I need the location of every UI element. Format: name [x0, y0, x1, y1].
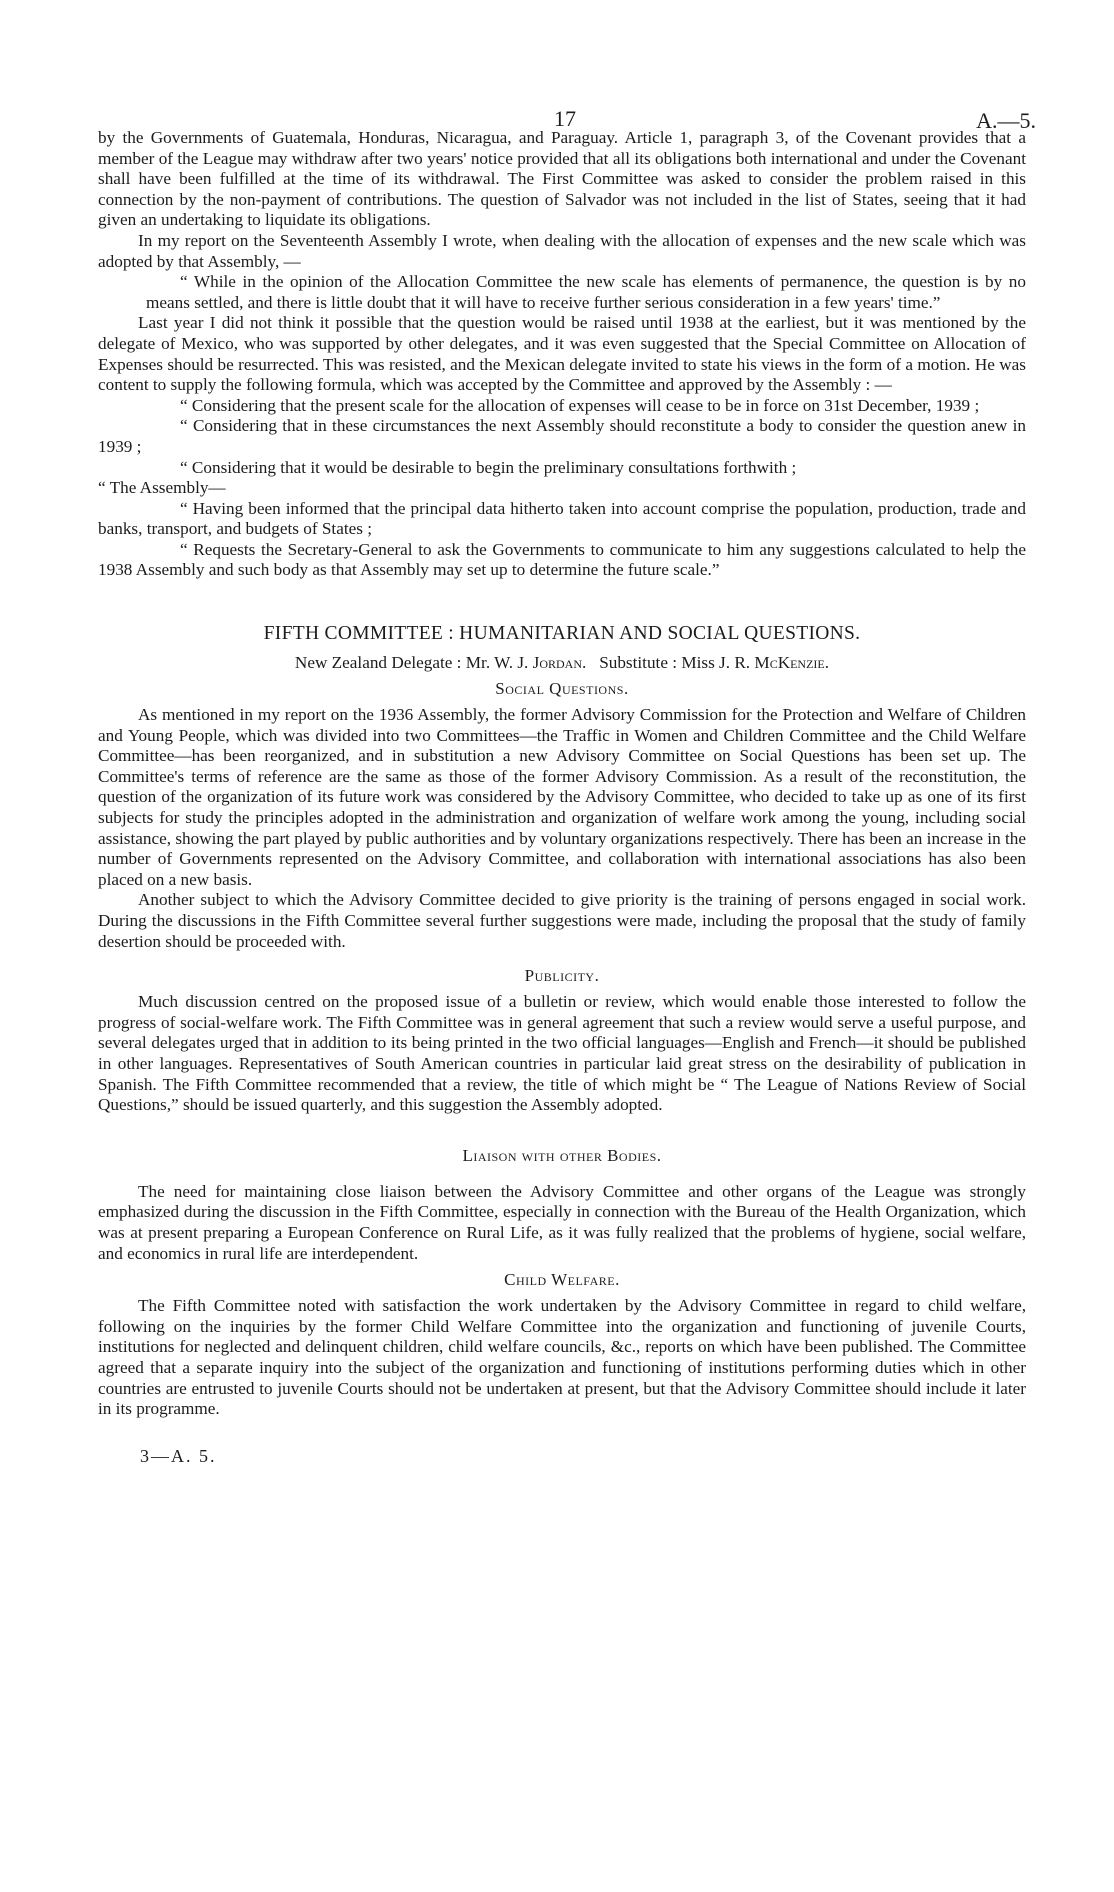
substitute-name: McKenzie.: [754, 653, 830, 673]
document-reference: A.—5.: [976, 108, 1036, 133]
quote-allocation-committee: “ While in the opinion of the Allocation Committee the new scale has elements of permanence, the question is by no means settled, and there is little doubt that it will have to receive further serious consideration in a few years' time.”: [146, 272, 1026, 312]
resolution-clause-6: “ Requests the Secretary-General to ask the Governments to communicate to him any suggestions calculated to help the 1938 Assembly and such body as that Assembly may set up to determine the future scale.”: [98, 539, 1026, 580]
resolution-clause-1: “ Considering that the present scale for the allocation of expenses will cease to be in force on 31st December, 1939 ;: [180, 395, 980, 415]
substitute-label: Substitute :: [599, 653, 678, 673]
paragraph-liaison: The need for maintaining close liaison between the Advisory Committee and other organs of the League was strongly emphasized during the discussion in the Fifth Committee, especially in connection with the Bureau of the Health Organization, which was at present preparing a European Conference on Rural Life, as it was fully realized that the problems of hygiene, social welfare, and economics in rural life are interdependent.: [98, 1181, 1026, 1263]
paragraph-child-welfare: The Fifth Committee noted with satisfaction the work undertaken by the Advisory Committee in regard to child welfare, following on the inquiries by the former Child Welfare Committee into the organization and functioning of juvenile Courts, institutions for neglected and delinquent children, child welfare councils, &c., reports on which have been published. The Committee agreed that a separate inquiry into the subject of the organization and functioning of institutions performing duties which in other countries are entrusted to juvenile Courts should not be undertaken at present, but that the Advisory Committee should include it later in its programme.: [98, 1296, 1026, 1419]
resolution-clause-4: “ The Assembly—: [98, 478, 226, 498]
delegate-name: Jordan.: [532, 653, 587, 673]
paragraph-social-questions-1: As mentioned in my report on the 1936 Assembly, the former Advisory Commission for the Protection and Welfare of Children and Young People, which was divided into two Committees—the Traffic in Women and Children Committee and the Child Welfare Committee—has been reorganized, and in substitution a new Advisory Committee on Social Questions has been set up. The Committee's terms of reference are the same as those of the former Advisory Commission. As a result of the reconstitution, the question of the organization of its future work was considered by the Advisory Committee, who decided to take up as one of its first subjects for study the principles adopted in the administration and organization of welfare work among the young, including social assistance, showing the part played by public authorities and by voluntary organizations respectively. There has been an increase in the number of Governments represented on the Advisory Committee, and collaboration with international associations has also been placed on a new basis.: [98, 705, 1026, 889]
subheading-publicity: Publicity.: [524, 966, 600, 986]
paragraph-seventeenth-assembly: In my report on the Seventeenth Assembly I wrote, when dealing with the allocation of expenses and the new scale which was adopted by that Assembly, —: [98, 230, 1026, 271]
resolution-clause-3: “ Considering that it would be desirable to begin the preliminary consultations forthwith ;: [180, 457, 797, 477]
delegate-prefix: Mr. W. J.: [465, 653, 529, 673]
resolution-clause-5: “ Having been informed that the principal data hitherto taken into account comprise the population, production, trade and banks, transport, and budgets of States ;: [98, 498, 1026, 539]
subheading-child-welfare: Child Welfare.: [504, 1270, 620, 1290]
document-page: [98, 88, 1036, 1467]
paragraph-social-questions-2: Another subject to which the Advisory Committee decided to give priority is the training of persons engaged in social work. During the discussions in the Fifth Committee several further suggestions were made, including the proposal that the study of family desertion should be proceeded with.: [98, 890, 1026, 951]
delegates-line: [98, 653, 1026, 673]
substitute-prefix: Miss J. R.: [681, 653, 751, 673]
resolution-clause-2: “ Considering that in these circumstances the next Assembly should reconstitute a body to consider the question anew in 1939 ;: [98, 416, 1026, 456]
paragraph-mexico-motion: Last year I did not think it possible that the question would be raised until 1938 at the earliest, but it was mentioned by the delegate of Mexico, who was supported by other delegates, and it was even suggested that the Special Committee on Allocation of Expenses should be resurrected. This was resisted, and the Mexican delegate invited to state his views in the form of a motion. He was content to supply the following formula, which was accepted by the Committee and approved by the Assembly : —: [98, 313, 1026, 395]
section-title-fifth-committee: FIFTH COMMITTEE : HUMANITARIAN AND SOCIAL QUESTIONS.: [263, 623, 861, 645]
page-number: 17: [554, 106, 576, 131]
signature-mark: 3—A. 5.: [140, 1445, 217, 1466]
subheading-liaison: Liaison with other Bodies.: [462, 1145, 662, 1165]
page-header: [98, 88, 1036, 133]
paragraph-publicity: Much discussion centred on the proposed issue of a bulletin or review, which would enable those interested to follow the progress of social-welfare work. The Fifth Committee was in general agreement that such a review would serve a useful purpose, and several delegates urged that in addition to its being printed in the two official languages—English and French—it should be published in other languages. Representatives of South American countries in particular laid great stress on the desirability of publication in Spanish. The Fifth Committee recommended that a review, the title of which might be “ The League of Nations Review of Social Questions,” should be issued quarterly, and this suggestion the Assembly adopted.: [98, 992, 1026, 1115]
subheading-social-questions: Social Questions.: [495, 679, 629, 699]
paragraph-withdrawal: by the Governments of Guatemala, Honduras, Nicaragua, and Paraguay. Article 1, paragraph 3, of the Covenant provides that a member of the League may withdraw after two years' notice provided that all its obligations both international and under the Covenant shall have been fulfilled at the time of its withdrawal. The First Committee was asked to consider the problem raised in this connection by the non-payment of contributions. The question of Salvador was not included in the list of States, seeing that it had given an undertaking to liquidate its obligations.: [98, 128, 1026, 230]
delegate-label: New Zealand Delegate :: [294, 653, 462, 673]
